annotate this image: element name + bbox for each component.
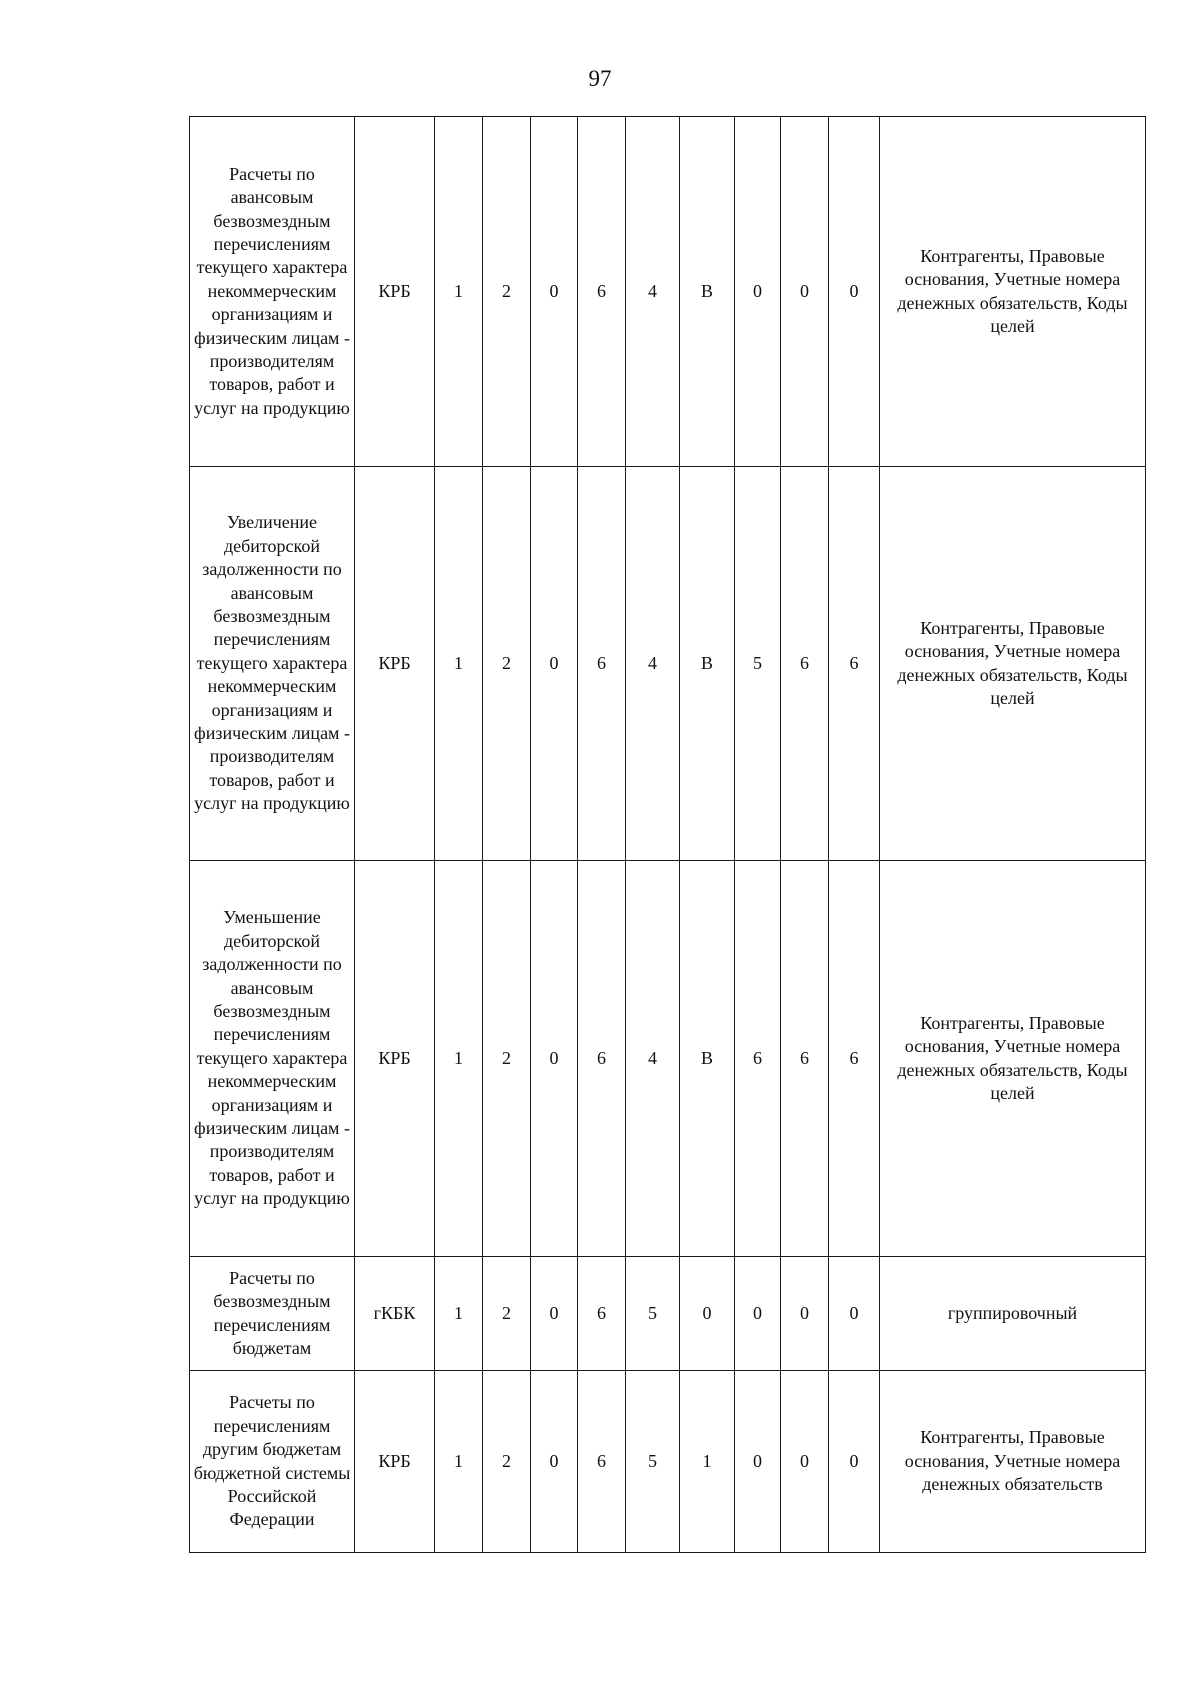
digit-cell: 6 [578,117,626,467]
digit-cell: 1 [435,1257,483,1371]
digit-cell: 0 [781,117,829,467]
digit-cell: 6 [578,467,626,861]
digit-cell: 1 [435,467,483,861]
table-row [190,117,1146,467]
account-name-cell: Расчеты по перечислениям другим бюджетам бюджетной системы Российской Федерации [190,1371,355,1553]
digit-cell: 6 [578,1257,626,1371]
analytics-cell: группировочный [880,1257,1146,1371]
digit-cell: 0 [531,861,578,1257]
digit-cell: 6 [735,861,781,1257]
digit-cell: В [680,467,735,861]
account-name-cell: Увеличение дебиторской задолженности по авансовым безвозмездным перечислениям текущего характера некоммерческим организациям и физическим лицам - производителям товаров, работ и услуг на продукцию [190,467,355,861]
digit-cell: 0 [531,117,578,467]
analytics-cell: Контрагенты, Правовые основания, Учетные номера денежных обязательств, Коды целей [880,467,1146,861]
digit-cell: 4 [626,117,680,467]
analytics-cell: Контрагенты, Правовые основания, Учетные номера денежных обязательств, Коды целей [880,861,1146,1257]
analytics-cell: Контрагенты, Правовые основания, Учетные номера денежных обязательств, Коды целей [880,117,1146,467]
digit-cell: 0 [735,1257,781,1371]
digit-cell: 1 [435,1371,483,1553]
page-number: 97 [588,66,612,91]
account-name-cell: Расчеты по безвозмездным перечислениям бюджетам [190,1257,355,1371]
digit-cell: 0 [829,1371,880,1553]
account-name-cell: Расчеты по авансовым безвозмездным перечислениям текущего характера некоммерческим организациям и физическим лицам - производителям товаров, работ и услуг на продукцию [190,117,355,467]
digit-cell: 0 [531,467,578,861]
table-row [190,861,1146,1257]
digit-cell: 4 [626,467,680,861]
digit-cell: 6 [781,467,829,861]
digit-cell: 0 [531,1257,578,1371]
digit-cell: 6 [829,861,880,1257]
digit-cell: 1 [435,117,483,467]
account-type-cell: КРБ [355,117,435,467]
account-type-cell: КРБ [355,467,435,861]
digit-cell: 4 [626,861,680,1257]
digit-cell: 0 [829,1257,880,1371]
digit-cell: В [680,861,735,1257]
table-row [190,1257,1146,1371]
digit-cell: 2 [483,861,531,1257]
account-type-cell: КРБ [355,1371,435,1553]
digit-cell: 0 [680,1257,735,1371]
digit-cell: 6 [829,467,880,861]
digit-cell: 0 [735,1371,781,1553]
digit-cell: 0 [781,1257,829,1371]
table-row [190,1371,1146,1553]
digit-cell: 0 [781,1371,829,1553]
digit-cell: 5 [735,467,781,861]
account-type-cell: КРБ [355,861,435,1257]
digit-cell: 5 [626,1371,680,1553]
analytics-cell: Контрагенты, Правовые основания, Учетные номера денежных обязательств [880,1371,1146,1553]
digit-cell: 6 [578,861,626,1257]
digit-cell: 2 [483,1257,531,1371]
account-type-cell: гКБК [355,1257,435,1371]
table-row [190,467,1146,861]
digit-cell: 6 [578,1371,626,1553]
digit-cell: 1 [435,861,483,1257]
accounts-table [189,116,1146,1553]
digit-cell: 2 [483,1371,531,1553]
account-name-cell: Уменьшение дебиторской задолженности по авансовым безвозмездным перечислениям текущего характера некоммерческим организациям и физическим лицам - производителям товаров, работ и услуг на продукцию [190,861,355,1257]
digit-cell: 6 [781,861,829,1257]
digit-cell: 0 [735,117,781,467]
digit-cell: 2 [483,117,531,467]
digit-cell: В [680,117,735,467]
digit-cell: 1 [680,1371,735,1553]
digit-cell: 2 [483,467,531,861]
digit-cell: 5 [626,1257,680,1371]
digit-cell: 0 [829,117,880,467]
digit-cell: 0 [531,1371,578,1553]
